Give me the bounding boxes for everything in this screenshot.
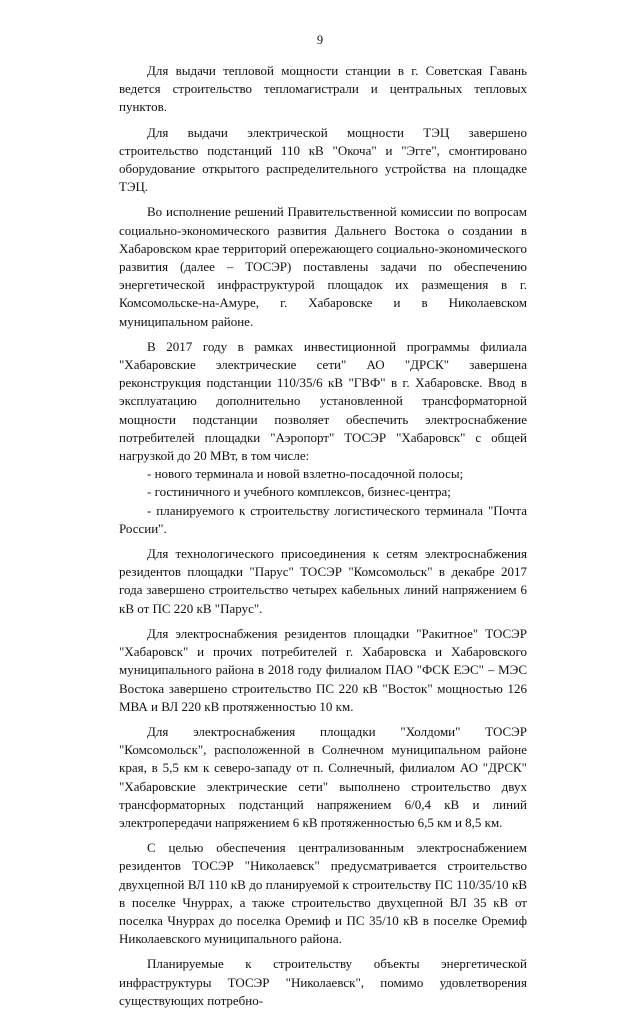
list-item: - нового терминала и новой взлетно-посадочной полосы; xyxy=(147,466,464,482)
list-item: - планируемого к строительству логистического терминала "Почта России". xyxy=(119,502,527,536)
paragraph-gvf-substation: В 2017 году в рамках инвестиционной программы филиала "Хабаровские электрические сети" АО "ДРСК" завершена реконструкция подстанции 110/35/6 кВ "ГВФ" в г. Хабаровске. Ввод в эксплуатацию дополнительно установленной трансформаторной мощности подстанции позволяет обеспечить электроснабжение потребителей площадки "Аэропорт" ТОСЭР "Хабаровск" с общей нагрузкой до 20 МВт, в том числе: xyxy=(119,338,527,464)
document-body xyxy=(119,62,527,1017)
paragraph-electric-output: Для выдачи электрической мощности ТЭЦ завершено строительство подстанций 110 кВ "Окоча" и "Эгге", смонтировано оборудование открытого распределительного устройства на площадке ТЭЦ. xyxy=(119,124,527,195)
paragraph-rakitnoe-site: Для электроснабжения резидентов площадки "Ракитное" ТОСЭР "Хабаровск" и прочих потребителей г. Хабаровска и Хабаровского муниципального района в 2018 году филиалом ПАО "ФСК ЕЭС" – МЭС Востока завершено строительство ПС 220 кВ "Восток" мощностью 126 МВА и ВЛ 220 кВ протяженностью 10 км. xyxy=(119,625,527,714)
page-number: 9 xyxy=(316,33,324,47)
paragraph-heat-output: Для выдачи тепловой мощности станции в г. Советская Гавань ведется строительство тепломагистрали и центральных тепловых пунктов. xyxy=(119,63,527,115)
load-consumers-list xyxy=(119,465,527,538)
paragraph-tosed-tasks: Во исполнение решений Правительственной комиссии по вопросам социально-экономического развития Дальнего Востока о создании в Хабаровском крае территорий опережающего социально-экономического развития (далее – ТОСЭР) поставлены задачи по обеспечению энергетической инфраструктурой площадок их размещения в г. Комсомольске-на-Амуре, г. Хабаровске и в Николаевском муниципальном районе. xyxy=(119,204,527,329)
paragraph-parus-site: Для технологического присоединения к сетям электроснабжения резидентов площадки "Парус" ТОСЭР "Комсомольск" в декабре 2017 года завершено строительство четырех кабельных линий напряжением 6 кВ от ПС 220 кВ "Парус". xyxy=(119,546,527,616)
paragraph-nikolaevsk-supply: С целью обеспечения централизованным электроснабжением резидентов ТОСЭР "Николаевск" предусматривается строительство двухцепной ВЛ 110 кВ до планируемой к строительству ПС 110/35/10 кВ в поселке Чнуррах, а также строительство двухцепной ВЛ 35 кВ от поселка Чнуррах до поселка Оремиф и ПС 35/10 кВ в поселке Оремиф Николаевского муниципального района. xyxy=(119,840,527,947)
list-item: - гостиничного и учебного комплексов, бизнес-центра; xyxy=(147,484,451,500)
paragraph-holdomi-site: Для электроснабжения площадки "Холдоми" ТОСЭР "Комсомольск", расположенной в Солнечном муниципальном районе края, в 5,5 км к северо-западу от п. Солнечный, филиалом АО "ДРСК" "Хабаровские электрические сети" выполнено строительство двух трансформаторных подстанций напряжением 6/0,4 кВ и линий электропередачи напряжением 6 кВ протяженностью 6,5 км и 8,5 км. xyxy=(119,723,527,830)
paragraph-nikolaevsk-infrastructure: Планируемые к строительству объекты энергетической инфраструктуры ТОСЭР "Николаевск", помимо удовлетворения существующих потребно- xyxy=(119,956,527,1008)
